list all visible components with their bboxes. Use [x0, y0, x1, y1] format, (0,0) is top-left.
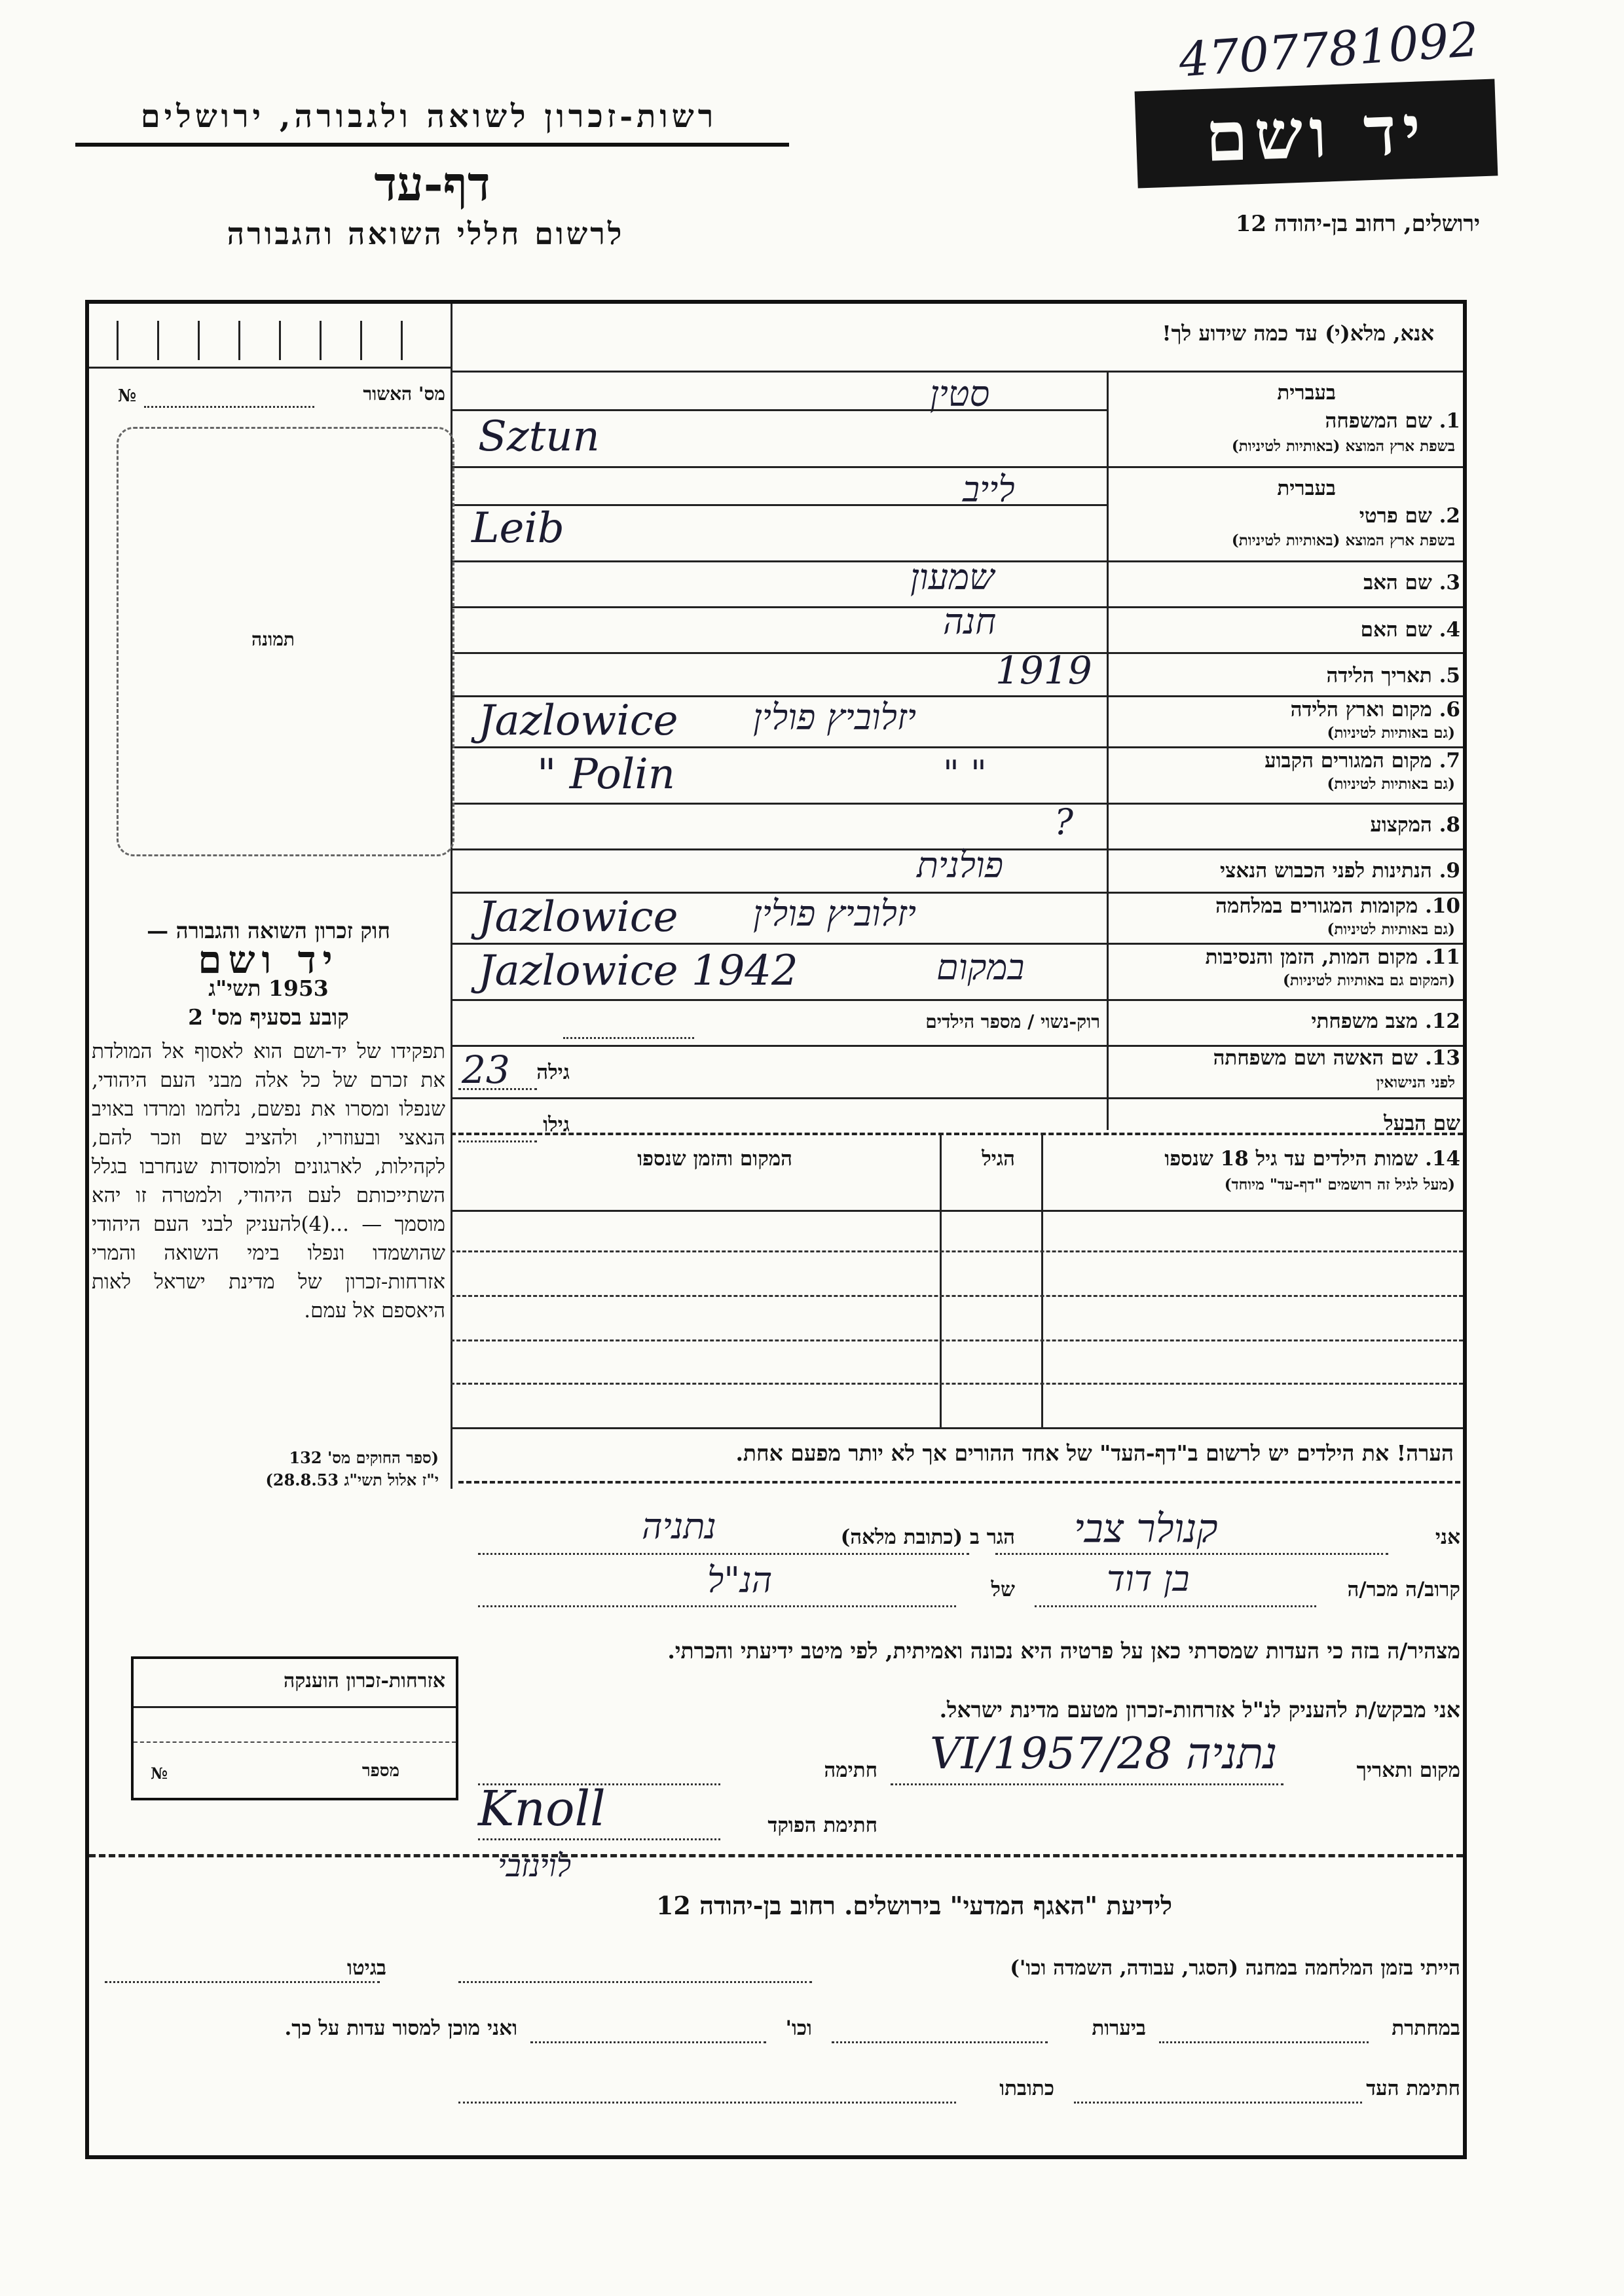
origin-note-1: בשפת ארץ המוצא (באותיות לטיניות) — [1231, 437, 1455, 455]
field-5-label: 5. תאריך הלידה — [1326, 664, 1460, 687]
field-1-label: 1. שם המשפחה — [1325, 409, 1460, 433]
registry-number-label: מספר — [361, 1761, 399, 1781]
law-name: יד ושם — [198, 938, 339, 982]
field-4-value: חנה — [943, 601, 997, 642]
footer-camp-label: הייתי בזמן המלחמה במחנה (הסגר, עבודה, השמדה וכו') — [1010, 1956, 1460, 1980]
footer-forests-label: ביערות — [1092, 2016, 1146, 2040]
official-note: לוינזבי — [498, 1848, 572, 1884]
footer-title: לידיעת "האגף המדעי" בירושלים. רחוב בן-יהודה 12 — [655, 1891, 1172, 1920]
children-col-place: המקום והזמן שנספו — [637, 1147, 792, 1171]
yad-vashem-logo: יד ושם — [1135, 79, 1498, 188]
field-9-label: 9. הנתינות לפני הכבוש הנאצי — [1220, 859, 1460, 883]
page-title: דף-עד — [374, 156, 490, 211]
field-7-label: 7. מקום המגורים הקבוע — [1264, 749, 1460, 773]
wife-age-value: 23 — [462, 1048, 510, 1092]
of-label: של — [991, 1578, 1015, 1601]
registry-number-suffix: № — [151, 1764, 168, 1783]
field-12-options: רוק-נשוי / מספר הילדים — [925, 1011, 1100, 1032]
header-underline — [75, 143, 789, 147]
place-date-value: נתניה 28/VI/1957 — [930, 1728, 1278, 1779]
latin-note-7: (גם באותיות לטיניות) — [1327, 775, 1455, 793]
approval-number: № — [118, 386, 137, 406]
official-signature-label: חתימת הפוקד — [767, 1813, 877, 1837]
archive-number: 4707781092 — [1177, 11, 1481, 88]
declarant-value: קנולר צבי — [1074, 1506, 1218, 1552]
origin-note-2: בשפת ארץ המוצא (באותיות לטיניות) — [1231, 532, 1455, 549]
field-3-label: 3. שם האב — [1363, 571, 1460, 594]
approval-label: מס' האשור — [363, 383, 445, 405]
footer-etc-label: וכו' — [785, 2016, 812, 2040]
official-signature-value: Knoll — [478, 1781, 606, 1837]
field-12-label: 12. מצב משפחתי — [1311, 1010, 1460, 1033]
field-2-value-latin: Leib — [471, 504, 564, 553]
field-3-value: שמעון — [910, 556, 995, 598]
relative-label: קרוב/ה מכר/ה — [1347, 1578, 1460, 1601]
field-11-label: 11. מקום המות, הזמן והנסיבות — [1205, 945, 1460, 969]
field-10-value-latin: Jazlowice — [478, 893, 678, 941]
field-6-value-hebrew: יזלוביץ פולין — [753, 697, 917, 738]
children-col-age: הגיל — [982, 1147, 1015, 1171]
field-7-value-latin: " Polin — [537, 750, 675, 799]
field-7-value-hebrew: " " — [943, 753, 987, 794]
photo-label: תמונה — [251, 629, 295, 650]
declaration-statement: מצהיר/ה בזה כי העדות שמסרתי כאן על פרטיה היא נכונה ואמיתית, לפי מיטב ידיעתי והכרתי. — [667, 1638, 1460, 1664]
field-11-note: (המקום גם באותיות לטיניות) — [1283, 972, 1455, 989]
place-date-label: מקום ותאריך — [1356, 1758, 1460, 1782]
in-hebrew-label-2: בעברית — [1277, 477, 1336, 500]
law-excerpt — [92, 917, 445, 1325]
field-9-value: פולנית — [917, 845, 1004, 886]
field-6-value-latin: Jazlowice — [478, 697, 678, 745]
registry-title: אזרחות-זכרון הוענקה — [283, 1669, 445, 1692]
address-value: נתניה — [642, 1506, 716, 1547]
signature-label: חתימה — [824, 1758, 877, 1782]
field-4-label: 4. שם האם — [1360, 618, 1460, 642]
field-10-label: 10. מקומות המגורים במלחמה — [1215, 894, 1460, 918]
field-2-value-hebrew: לייב — [963, 469, 1015, 510]
field-1-value-latin: Sztun — [478, 412, 600, 461]
form-intro: אנא, מלא(י) עד כמה שידוע לך! — [1162, 321, 1434, 346]
children-note: (מעל לגיל זה רושמים "דף-עד" מיוחד) — [1224, 1176, 1455, 1194]
institution-name: רשות-זכרון לשואה ולגבורה, ירושלים — [140, 98, 718, 135]
field-2-label: 2. שם פרטי — [1359, 504, 1460, 528]
field-8-value: ? — [1054, 801, 1073, 843]
children-label: 14. שמות הילדים עד גיל 18 שנספו — [1164, 1147, 1460, 1171]
field-11-value-latin: Jazlowice 1942 — [478, 947, 798, 995]
law-year: 1953 תשי"ג — [208, 975, 329, 1001]
declaration-request: אני מבקש/ת להעניק לנ"ל אזרחות-זכרון מטעם מדינת ישראל. — [939, 1697, 1460, 1722]
footer-ghetto-label: בגיטו — [347, 1956, 386, 1980]
in-hebrew-label-1: בעברית — [1277, 381, 1336, 405]
latin-note-10: (גם באותיות לטיניות) — [1327, 920, 1455, 938]
declarant-label: אני — [1435, 1525, 1460, 1549]
page-subtitle: לרשום חללי השואה והגבורה — [227, 216, 625, 251]
law-reference: (ספר החוקים מס' 132 י"ז אלול תשי"ג 28.8.53) — [265, 1448, 439, 1489]
label-column-divider — [1107, 371, 1109, 1130]
husband-name-label: שם הבעל — [1384, 1112, 1460, 1135]
footer-testimony-label: ואני מוכן למסור עדות על כך. — [284, 2016, 517, 2040]
remark: הערה! את הילדים יש לרשום ב"דף-העד" של אחד ההורים אך לא יותר מפעם אחת. — [735, 1440, 1454, 1466]
address-label: הגר ב (כתובת מלאה) — [840, 1525, 1015, 1549]
latin-note-6: (גם באותיות לטיניות) — [1327, 724, 1455, 742]
husband-age-label: גילו — [543, 1113, 570, 1137]
field-11-value-hebrew: במקום — [936, 947, 1025, 988]
field-13-label: 13. שם האשה ושם משפחתה — [1213, 1046, 1460, 1070]
institution-address: ירושלים, רחוב בן-יהודה 12 — [1235, 211, 1480, 237]
footer-underground-label: במחתרת — [1392, 2016, 1460, 2040]
field-5-value: 1919 — [995, 648, 1092, 693]
field-6-label: 6. מקום וארץ הלידה — [1290, 698, 1460, 721]
footer-address-label: כתובתו — [999, 2077, 1054, 2100]
footer-witness-signature-label: חתימת העד — [1366, 2077, 1460, 2100]
of-value: הנ"ל — [707, 1559, 773, 1601]
wife-age-label: גילה — [536, 1061, 570, 1084]
field-13-note: לפני הנישואין — [1376, 1074, 1455, 1091]
law-clause: קובע בסעיף מס' 2 — [188, 1004, 349, 1030]
relative-value: בן דוד — [1107, 1558, 1190, 1599]
field-1-value-hebrew: סטין — [930, 373, 990, 414]
field-10-value-hebrew: יזלוביץ פולין — [753, 893, 917, 934]
field-8-label: 8. המקצוע — [1370, 813, 1460, 837]
law-title: חוק זכרון השואה והגבורה — — [147, 918, 390, 943]
law-text: תפקידו של יד-ושם הוא לאסוף אל המולדת את זכרם של כל אלה מבני העם היהודי, שנפלו ומסרו את נפשם, נלחמו ומרדו באויב הנאצי ובעוזריו, ולהציב שם וזכר להם, לקהילות, לארגונים ולמוסדות שנחרבו בגלל השתייכותם לעם היהודי, ולמטרה זו יהא מוסמך — ...(4)להעניק לבני העם היהודי שהושמדו ונפלו בימי השואה והמרי אזרחות-זכרון של מדינת ישראל לאות היאספם אל עמם. — [92, 1040, 445, 1322]
